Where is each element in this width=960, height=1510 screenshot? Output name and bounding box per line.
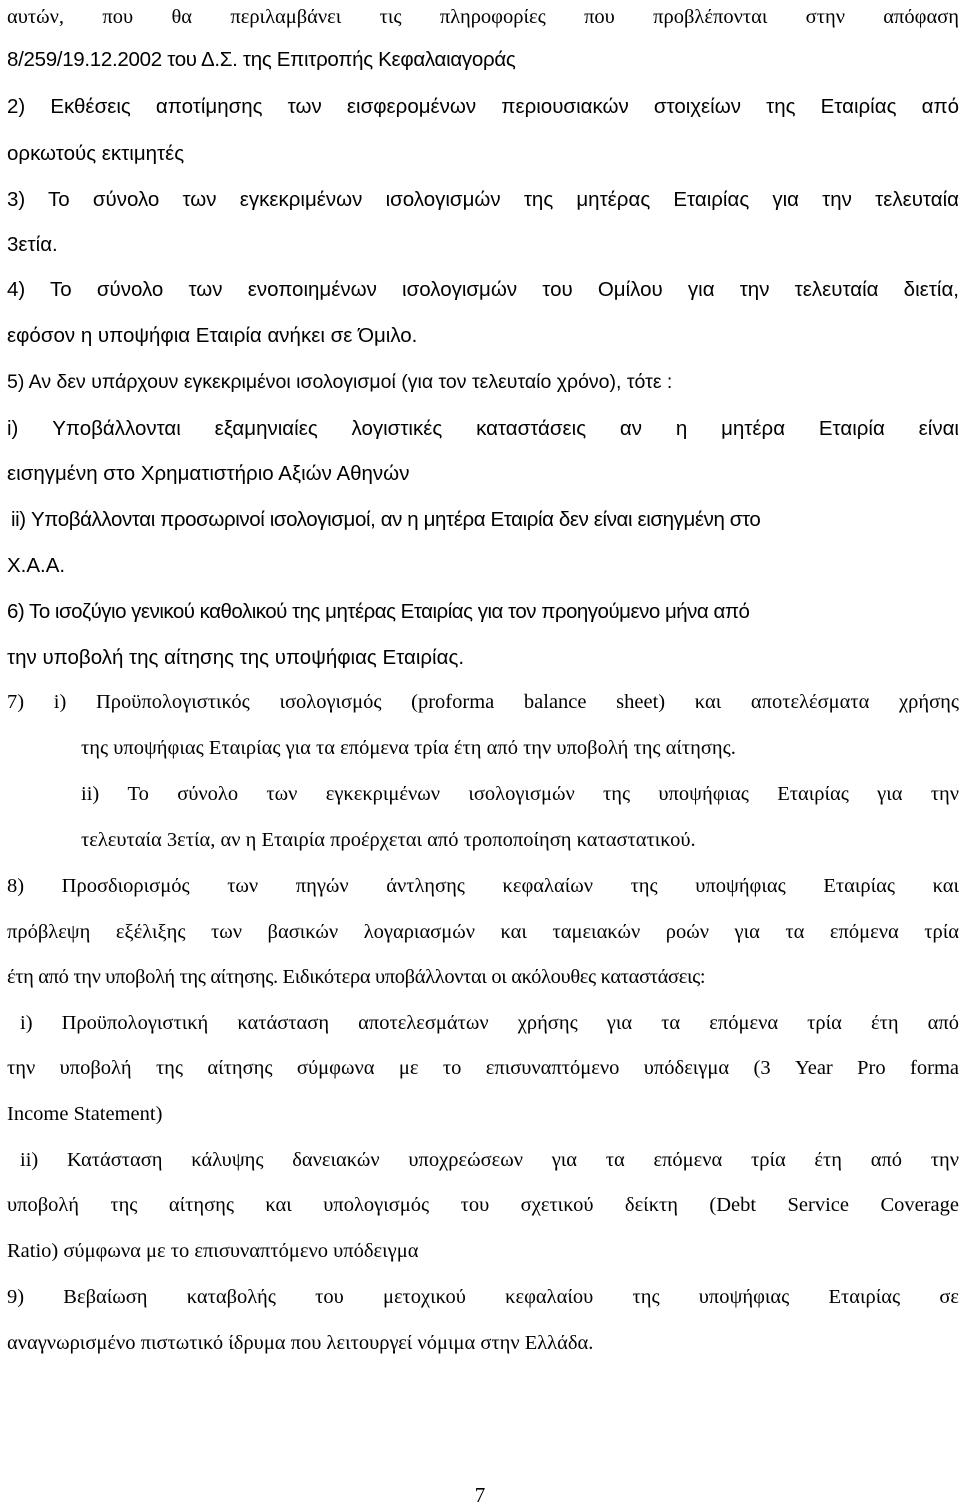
text-line: υποβολή της αίτησης και υπολογισμός του σχετικού δείκτη (Debt Service Coverage [7, 1194, 959, 1216]
text-line: 9) Βεβαίωση καταβολής του μετοχικού κεφαλαίου της υποψήφιας Εταιρίας σε [7, 1286, 959, 1308]
text-line: ορκωτούς εκτιμητές [7, 142, 185, 165]
text-line: την υποβολή της αίτησης σύμφωνα με το επισυναπτόμενο υπόδειγμα (3 Year Pro forma [7, 1057, 959, 1079]
text-line: 3ετία. [7, 233, 58, 256]
text-line: ii) Υποβάλλονται προσωρινοί ισολογισμοί, αν η μητέρα Εταιρία δεν είναι εισηγμένη στο [11, 508, 761, 531]
text-line: πρόβλεψη εξέλιξης των βασικών λογαριασμών και ταμειακών ροών για τα επόμενα τρία [7, 921, 959, 943]
text-line: 3) Το σύνολο των εγκεκριμένων ισολογισμών της μητέρας Εταιρίας για την τελευταία [7, 188, 959, 211]
text-line: i) Προϋπολογιστική κατάσταση αποτελεσμάτων χρήσης για τα επόμενα τρία έτη από [20, 1012, 959, 1034]
text-line: αναγνωρισμένο πιστωτικό ίδρυμα που λειτουργεί νόμιμα στην Ελλάδα. [7, 1332, 594, 1354]
text-line: i) Υποβάλλονται εξαμηνιαίες λογιστικές καταστάσεις αν η μητέρα Εταιρία είναι [7, 417, 959, 440]
text-line: ii) Κατάσταση κάλυψης δανειακών υποχρεώσεων για τα επόμενα τρία έτη από την [20, 1149, 959, 1171]
text-line: 4) Το σύνολο των ενοποιημένων ισολογισμών του Ομίλου για την τελευταία διετία, [7, 278, 959, 301]
text-line: ii) Το σύνολο των εγκεκριμένων ισολογισμών της υποψήφιας Εταιρίας για την [81, 783, 959, 805]
page-number: 7 [474, 1483, 486, 1507]
text-line: τελευταία 3ετία, αν η Εταιρία προέρχεται από τροποποίηση καταστατικού. [81, 829, 696, 851]
text-line: 5) Αν δεν υπάρχουν εγκεκριμένοι ισολογισμοί (για τον τελευταίο χρόνο), τότε : [7, 371, 673, 393]
text-line: εισηγμένη στο Χρηματιστήριο Αξιών Αθηνών [7, 462, 410, 485]
text-line: Ratio) σύμφωνα με το επισυναπτόμενο υπόδειγμα [7, 1240, 419, 1262]
text-line: έτη από την υποβολή της αίτησης. Ειδικότερα υποβάλλονται οι ακόλουθες καταστάσεις: [7, 966, 706, 988]
text-line: 7) i) Προϋπολογιστικός ισολογισμός (proforma balance sheet) και αποτελέσματα χρήσης [7, 691, 959, 713]
text-line: αυτών, που θα περιλαμβάνει τις πληροφορίες που προβλέπονται στην απόφαση [7, 6, 959, 28]
text-line: Income Statement) [7, 1103, 163, 1125]
text-line: 8/259/19.12.2002 του Δ.Σ. της Επιτροπής Κεφαλαιαγοράς [7, 48, 516, 71]
text-line: την υποβολή της αίτησης της υποψήφιας Εταιρίας. [7, 646, 465, 669]
text-line: 2) Εκθέσεις αποτίμησης των εισφερομένων περιουσιακών στοιχείων της Εταιρίας από [7, 95, 959, 118]
text-line: της υποψήφιας Εταιρίας για τα επόμενα τρία έτη από την υποβολή της αίτησης. [81, 737, 736, 759]
text-line: εφόσον η υποψήφια Εταιρία ανήκει σε Όμιλο. [7, 324, 418, 347]
text-line: 8) Προσδιορισμός των πηγών άντλησης κεφαλαίων της υποψήφιας Εταιρίας και [7, 875, 959, 897]
text-line: Χ.Α.Α. [7, 554, 66, 577]
text-line: 6) Το ισοζύγιο γενικού καθολικού της μητέρας Εταιρίας για τον προηγούμενο μήνα από [7, 600, 750, 623]
